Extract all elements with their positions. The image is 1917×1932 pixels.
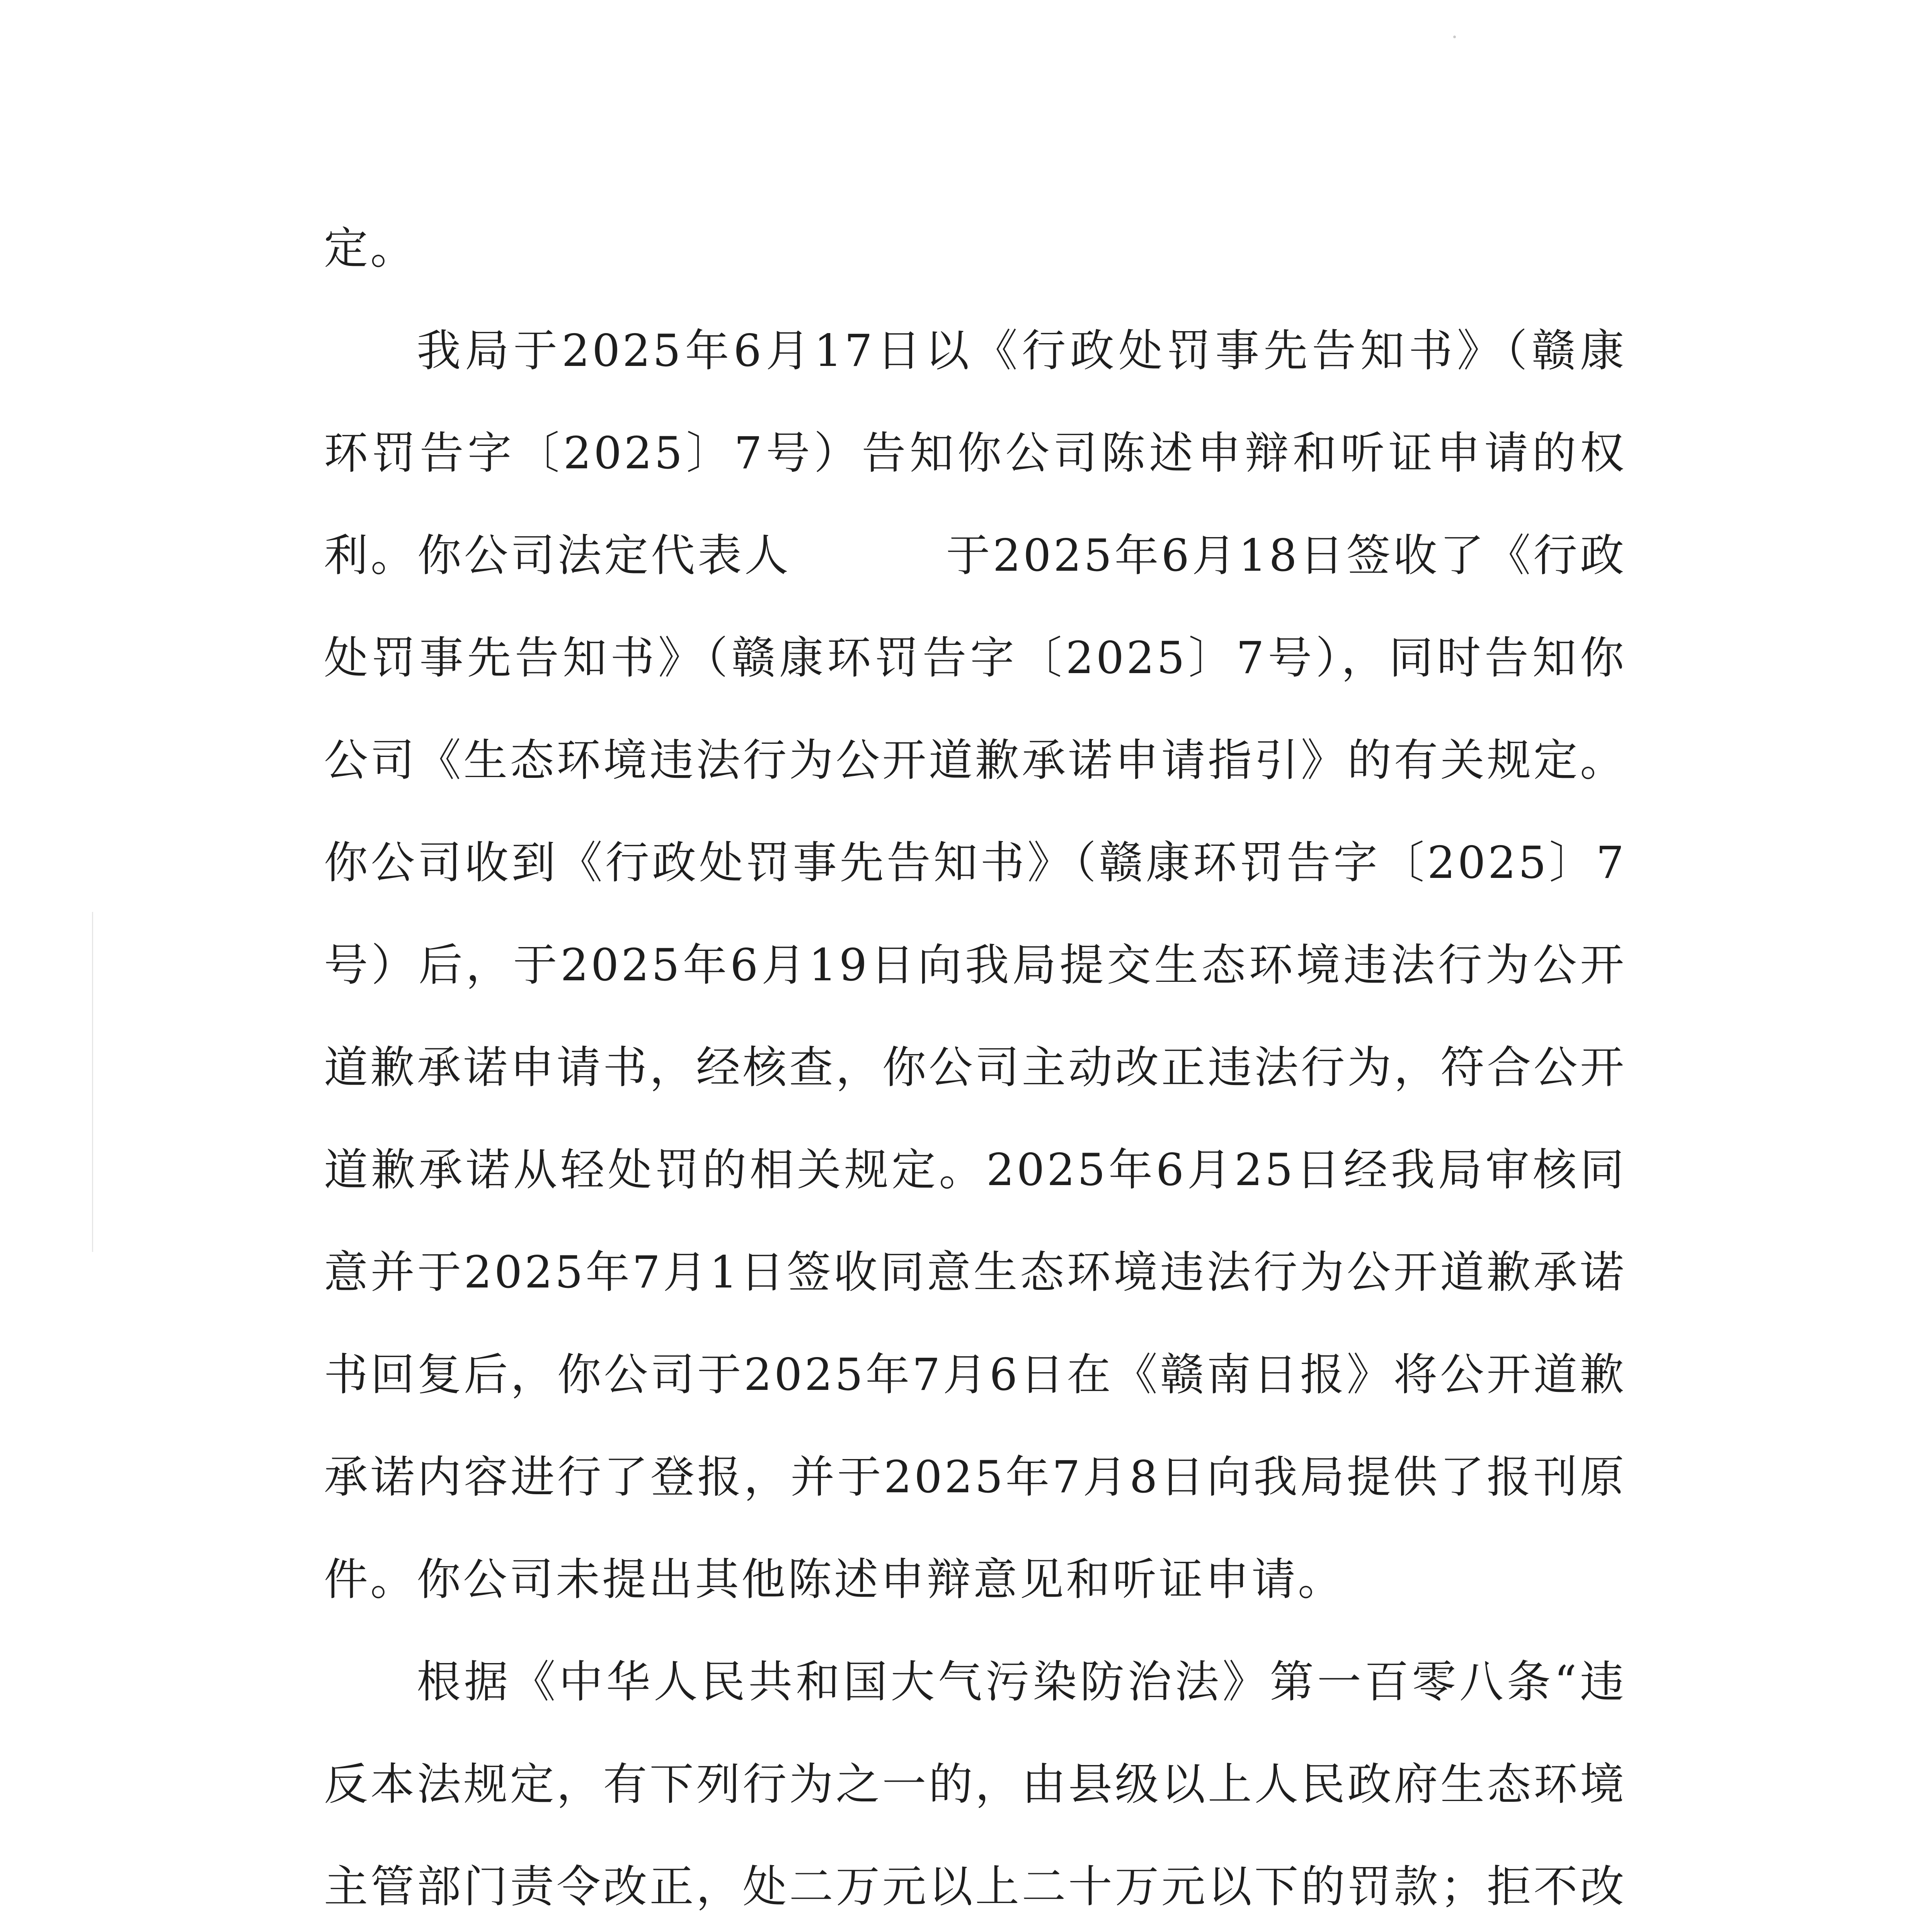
paragraph-legal-basis	[324, 1631, 1626, 1932]
paragraph-text-after-redaction: 于2025年6月18日签收了《行政处罚事先告知书》（赣康环罚告字〔2025〕7号），同时告知你公司《生态环境违法行为公开道歉承诺申请指引》的有关规定。你公司收到《行政处罚事先告知书》（赣康环罚告字〔2025〕7号）后，于2025年6月19日向我局提交生态环境违法行为公开道歉承诺申请书，经核查，你公司主动改正违法行为，符合公开道歉承诺从轻处罚的相关规定。2025年6月25日经我局审核同意并于2025年7月1日签收同意生态环境违法行为公开道歉承诺书回复后，你公司于2025年7月6日在《赣南日报》将公开道歉承诺内容进行了登报，并于2025年7月8日向我局提供了报刊原件。你公司未提出其他陈述申辩意见和听证申请。	[324, 530, 1626, 1605]
paragraph-text: 定。	[324, 223, 417, 274]
scan-margin-line	[92, 912, 93, 1252]
document-body	[324, 197, 1626, 1932]
paragraph-continuation	[324, 197, 1626, 299]
scan-speck	[1453, 36, 1456, 38]
paragraph-text: 根据《中华人民共和国大气污染防治法》第一百零八条“违反本法规定，有下列行为之一的，由县级以上人民政府生态环境主管部门责令改正，处二万元以上二十万元以下的罚款；拒不改	[324, 1656, 1626, 1912]
paragraph-text-before-redaction: 我局于2025年6月17日以《行政处罚事先告知书》（赣康环罚告字〔2025〕7号）告知你公司陈述申辩和听证申请的权利。你公司法定代表人	[324, 325, 1626, 581]
paragraph-hearing-notice	[324, 299, 1626, 1631]
